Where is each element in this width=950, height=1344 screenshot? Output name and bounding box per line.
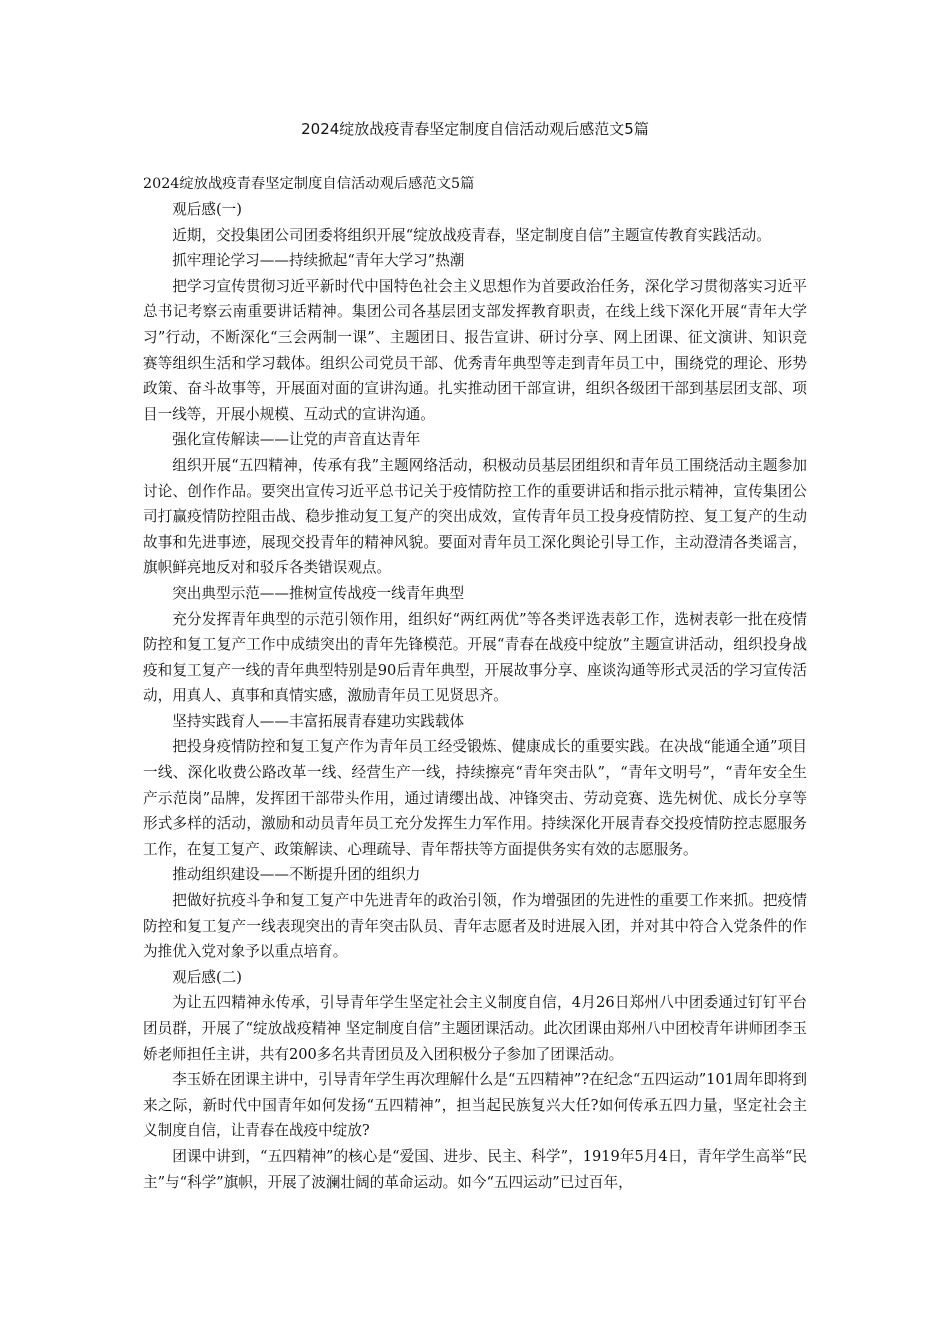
body-paragraph: 把学习宣传贯彻习近平新时代中国特色社会主义思想作为首要政治任务，深化学习贯彻落实习近平总书记考察云南重要讲话精神。集团公司各基层团支部发挥教育职责，在线上线下深化开展“青年大学习”行动，不断深化“三会两制一课”、主题团日、报告宣讲、研讨分享、网上团课、征文演讲、知识竞赛等组织生活和学习载体。组织公司党员干部、优秀青年典型等走到青年员工中，围绕党的理论、形势政策、奋斗故事等，开展面对面的宣讲沟通。扎实推动团干部宣讲，组织各级团干部到基层团支部、项目一线等，开展小规模、互动式的宣讲沟通。: [143, 277, 807, 423]
section-heading: 坚持实践育人——丰富拓展青春建功实践载体: [172, 712, 465, 730]
section-heading: 观后感(二): [172, 968, 242, 986]
body-paragraph: 团课中讲到，“五四精神”的核心是“爱国、进步、民主、科学”，1919年5月4日，青年学生高举“民主”与“科学”旗帜，开展了波澜壮阔的革命运动。如今“五四运动”已过百年，: [143, 1147, 807, 1191]
body-paragraph: 组织开展“五四精神，传承有我”主题网络活动，积极动员基层团组织和青年员工围绕活动主题参加讨论、创作作品。要突出宣传习近平总书记关于疫情防控工作的重要讲话和指示批示精神，宣传集团公司打赢疫情防控阻击战、稳步推动复工复产的突出成效，宣传青年员工投身疫情防控、复工复产的生动故事和先进事迹，展现交投青年的精神风貌。要面对青年员工深化舆论引导工作，主动澄清各类谣言，旗帜鲜亮地反对和驳斥各类错误观点。: [143, 456, 807, 577]
document-page: [143, 118, 807, 1195]
body-paragraph: 李玉娇在团课主讲中，引导青年学生再次理解什么是“五四精神”?在纪念“五四运动”101周年即将到来之际，新时代中国青年如何发扬“五四精神”，担当起民族复兴大任?如何传承五四力量，坚定社会主义制度自信，让青春在战疫中绽放?: [143, 1071, 807, 1140]
document-title: 2024绽放战疫青春坚定制度自信活动观后感范文5篇: [301, 120, 649, 138]
document-body: [143, 197, 807, 1195]
section-heading: 突出典型示范——推树宣传战疫一线青年典型: [172, 584, 465, 602]
document-subtitle: 2024绽放战疫青春坚定制度自信活动观后感范文5篇: [143, 176, 475, 192]
body-paragraph: 把投身疫情防控和复工复产作为青年员工经受锻炼、健康成长的重要实践。在决战“能通全通”项目一线、深化收费公路改革一线、经营生产一线，持续擦亮“青年突击队”，“青年文明号”，“青年安全生产示范岗”品牌，发挥团干部带头作用，通过请缨出战、冲锋突击、劳动竞赛、选先树优、成长分享等形式多样的活动，激励和动员青年员工充分发挥生力军作用。持续深化开展青春交投疫情防控志愿服务工作，在复工复产、政策解读、心理疏导、青年帮扶等方面提供务实有效的志愿服务。: [143, 738, 807, 858]
body-paragraph: 为让五四精神永传承，引导青年学生坚定社会主义制度自信，4月26日郑州八中团委通过钉钉平台团员群，开展了“绽放战疫精神 坚定制度自信”主题团课活动。此次团课由郑州八中团校青年讲师团李玉娇老师担任主讲，共有200多名共青团员及入团积极分子参加了团课活动。: [143, 994, 807, 1063]
body-paragraph: 充分发挥青年典型的示范引领作用，组织好“两红两优”等各类评选表彰工作，选树表彰一批在疫情防控和复工复产工作中成绩突出的青年先锋模范。开展“青春在战疫中绽放”主题宣讲活动，组织投身战疫和复工复产一线的青年典型特别是90后青年典型，开展故事分享、座谈沟通等形式灵活的学习宣传活动，用真人、真事和真情实感，激励青年员工见贤思齐。: [143, 610, 807, 705]
body-paragraph: 近期，交投集团公司团委将组织开展“绽放战疫青春，坚定制度自信”主题宣传教育实践活动。: [172, 226, 771, 244]
section-heading: 强化宣传解读——让党的声音直达青年: [172, 431, 421, 449]
section-heading: 推动组织建设——不断提升团的组织力: [172, 866, 421, 884]
body-paragraph: 把做好抗疫斗争和复工复产中先进青年的政治引领，作为增强团的先进性的重要工作来抓。把疫情防控和复工复产一线表现突出的青年突击队员、青年志愿者及时进展入团，并对其中符合入党条件的作为推优入党对象予以重点培育。: [143, 892, 807, 961]
section-heading: 抓牢理论学习——持续掀起“青年大学习”热潮: [172, 252, 465, 270]
section-heading: 观后感(一): [172, 201, 242, 218]
